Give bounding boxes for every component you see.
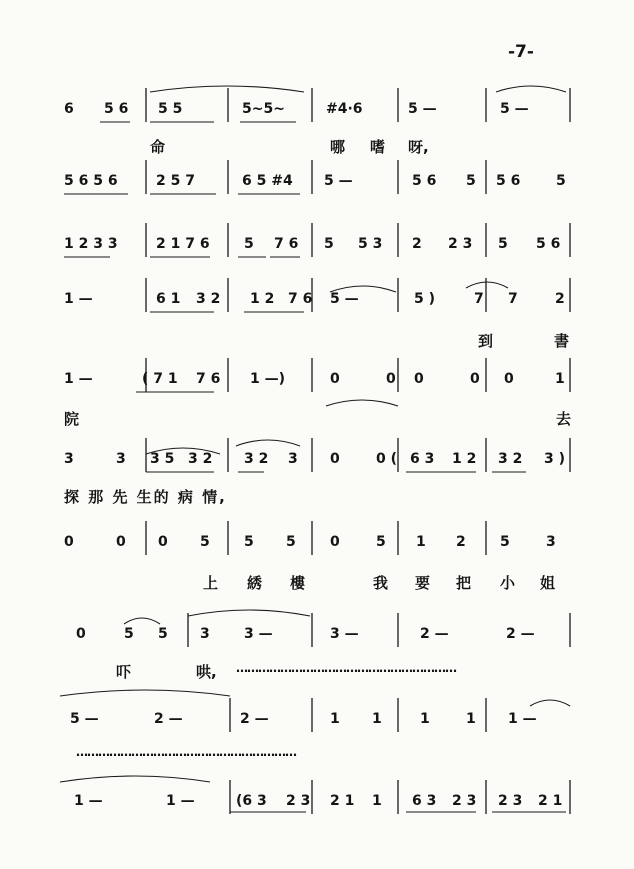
note: 2 3 xyxy=(452,793,477,809)
note: 5 xyxy=(200,534,210,550)
note: 3 xyxy=(64,451,74,467)
note: 2 1 xyxy=(538,793,563,809)
note: 3 — xyxy=(330,626,359,642)
note: 2 3 xyxy=(498,793,523,809)
note: 5~5~ xyxy=(242,101,285,117)
lyric: 院 xyxy=(64,410,80,428)
note: 5 3 xyxy=(358,236,383,252)
slur xyxy=(466,282,508,288)
note: 5 ) xyxy=(414,291,436,307)
note: 5 xyxy=(498,236,508,252)
lyric: 命 xyxy=(150,138,166,156)
note: 5 xyxy=(244,236,254,252)
lyric: 要 xyxy=(415,574,431,592)
note: 3 ) xyxy=(544,451,566,467)
note: 6 1 xyxy=(156,291,181,307)
lyric: 到 xyxy=(478,332,494,350)
note: 1 xyxy=(372,711,382,727)
dotted-leader: …………………………………………………… xyxy=(236,662,456,674)
slur xyxy=(496,86,566,92)
note: 5 xyxy=(556,173,566,189)
note: 0 xyxy=(158,534,168,550)
note: 3 2 xyxy=(188,451,213,467)
note: 0 xyxy=(470,371,480,387)
note: 3 xyxy=(288,451,298,467)
lyric: 小 xyxy=(500,574,516,592)
slur xyxy=(60,776,210,782)
lyric: 書 xyxy=(554,332,570,350)
note: 5 xyxy=(124,626,134,642)
note: 1 — xyxy=(508,711,537,727)
note: 2 xyxy=(456,534,466,550)
note: 5 xyxy=(158,626,168,642)
lyric: 哪 xyxy=(330,138,346,156)
note: 1 —) xyxy=(250,371,286,387)
note: 0 ( xyxy=(376,451,398,467)
note: 2 xyxy=(555,291,565,307)
note: 5 6 xyxy=(496,173,521,189)
note: 5 xyxy=(286,534,296,550)
note: 5 6 xyxy=(412,173,437,189)
note: 1 — xyxy=(166,793,195,809)
lyric: 綉 xyxy=(247,574,263,592)
note: 5 xyxy=(324,236,334,252)
slur xyxy=(124,618,160,624)
note: 2 1 xyxy=(330,793,355,809)
slur xyxy=(150,86,304,92)
dotted-leader: …………………………………………………… xyxy=(76,746,296,758)
lyric-line: 探 那 先 生的 病 情, xyxy=(64,488,227,506)
note: 1 — xyxy=(74,793,103,809)
note: 1 2 3 3 xyxy=(64,236,118,252)
note: 2 — xyxy=(420,626,449,642)
note: 0 xyxy=(116,534,126,550)
note: 3 2 xyxy=(498,451,523,467)
note: 5 6 xyxy=(536,236,561,252)
note: 2 — xyxy=(240,711,269,727)
note: 1 xyxy=(416,534,426,550)
note: 3 xyxy=(200,626,210,642)
note: 6 xyxy=(64,101,74,117)
slur xyxy=(326,400,398,406)
note: 5 — xyxy=(408,101,437,117)
note: 3 — xyxy=(244,626,273,642)
note: 3 xyxy=(116,451,126,467)
lyric: 樓 xyxy=(290,574,306,592)
note: 1 — xyxy=(64,291,93,307)
note: 2 xyxy=(412,236,422,252)
note: 1 xyxy=(420,711,430,727)
note: 2 1 7 6 xyxy=(156,236,210,252)
lyric: 吓 xyxy=(116,663,132,681)
note: ( 7 1 xyxy=(142,371,178,387)
note: 5 — xyxy=(330,291,359,307)
note: 0 xyxy=(330,451,340,467)
note: 1 2 xyxy=(452,451,477,467)
note: 5 xyxy=(376,534,386,550)
lyric: 哄, xyxy=(196,663,217,681)
note: 5 — xyxy=(70,711,99,727)
note: 6 3 xyxy=(412,793,437,809)
note: 2 3 xyxy=(448,236,473,252)
note: 5 6 5 6 xyxy=(64,173,118,189)
note: (6 3 xyxy=(236,793,267,809)
lyric: 呀, xyxy=(408,138,429,156)
note: 0 xyxy=(330,534,340,550)
lyric: 嗜 xyxy=(370,138,386,156)
note: 5 6 xyxy=(104,101,129,117)
note: 0 xyxy=(76,626,86,642)
note: 7 6 xyxy=(196,371,221,387)
note: 6 3 xyxy=(410,451,435,467)
note: 1 2 xyxy=(250,291,275,307)
lyric: 把 xyxy=(456,574,472,592)
note: 5 xyxy=(500,534,510,550)
note: 0 xyxy=(386,371,396,387)
lyric: 姐 xyxy=(540,574,556,592)
note: 3 2 xyxy=(244,451,269,467)
note: 2 3 xyxy=(286,793,311,809)
note: 1 xyxy=(466,711,476,727)
note: #4·6 xyxy=(326,101,363,117)
slur xyxy=(60,690,230,696)
note: 0 xyxy=(414,371,424,387)
note: 2 5 7 xyxy=(156,173,195,189)
note: 3 2 xyxy=(196,291,221,307)
note: 1 xyxy=(372,793,382,809)
note: 2 — xyxy=(506,626,535,642)
note: 3 xyxy=(546,534,556,550)
lyric: 上 xyxy=(203,574,219,592)
note: 7 xyxy=(508,291,518,307)
note: 6 5 #4 xyxy=(242,173,293,189)
note: 5 xyxy=(244,534,254,550)
note: 7 6 xyxy=(288,291,313,307)
note: 5 — xyxy=(324,173,353,189)
note: 7 6 xyxy=(274,236,299,252)
lyric: 我 xyxy=(373,574,389,592)
note: 3 5 xyxy=(150,451,175,467)
slur xyxy=(188,610,310,616)
slur xyxy=(236,440,300,446)
lyric: 去 xyxy=(556,410,572,428)
slur xyxy=(530,700,570,706)
note: 7 xyxy=(474,291,484,307)
note: 0 xyxy=(64,534,74,550)
page-number: -7- xyxy=(508,42,534,62)
note: 1 xyxy=(330,711,340,727)
note: 0 xyxy=(504,371,514,387)
note: 5 5 xyxy=(158,101,183,117)
note: 5 xyxy=(466,173,476,189)
note: 0 xyxy=(330,371,340,387)
note: 1 — xyxy=(64,371,93,387)
note: 1 xyxy=(555,371,565,387)
note: 5 — xyxy=(500,101,529,117)
note: 2 — xyxy=(154,711,183,727)
